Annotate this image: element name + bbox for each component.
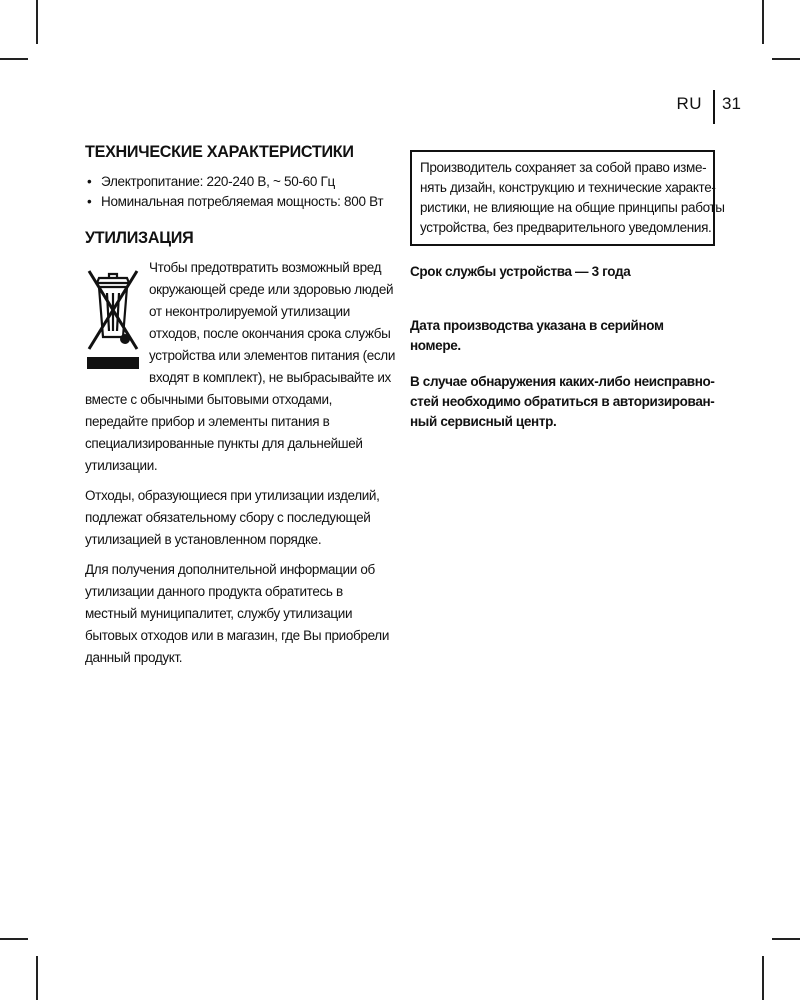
page-header (0, 90, 800, 124)
production-date-note: Дата производства указана в серийном номере. (410, 318, 664, 353)
left-column (85, 142, 395, 669)
crop-mark (772, 938, 800, 940)
notice-line: Производитель сохраняет за собой право изме- (420, 160, 707, 175)
disposal-section (85, 257, 395, 477)
manufacturer-notice-box (410, 150, 725, 246)
crop-mark (36, 0, 38, 44)
crop-mark (0, 938, 28, 940)
specs-list (85, 172, 395, 212)
crop-mark (0, 58, 28, 60)
specs-heading: ТЕХНИЧЕСКИЕ ХАРАКТЕРИСТИКИ (85, 142, 354, 161)
notice-line: ристики, не влияющие на общие принципы работы (420, 200, 725, 215)
page-number: 31 (722, 94, 741, 113)
disposal-paragraph-2: Отходы, образующиеся при утилизации изделий, подлежат обязательному сбору с последующей утилизацией в установленном порядке. (85, 488, 380, 547)
crossed-out-wheelie-bin-icon (85, 261, 141, 373)
service-life: Срок службы устройства — 3 года (410, 264, 631, 279)
disposal-paragraph-3: Для получения дополнительной информации об утилизации данного продукта обратитесь в местный муниципалитет, службу утилизации бытовых отходов или в магазин, где Вы приобрели данный продукт. (85, 562, 390, 665)
defects-line: В случае обнаружения каких-либо неисправно- (410, 374, 715, 389)
right-column (410, 142, 725, 432)
spec-item: • Электропитание: 220-240 В, ~ 50-60 Гц (85, 172, 395, 192)
defects-line: ный сервисный центр. (410, 414, 557, 429)
defects-note (410, 372, 715, 432)
header-divider (713, 90, 715, 124)
spec-item: • Номинальная потребляемая мощность: 800 Вт (85, 192, 395, 212)
crop-mark (772, 58, 800, 60)
language-code: RU (676, 94, 702, 113)
disposal-paragraph-1: Чтобы предотвратить возможный вред окружающей среде или здоровью людей от неконтролируемой утилизации отходов, после окончания срока службы устройства или элементов питания (если входят в комплект), не выбрасывайте их вместе с обычными бытовыми отходами, передайте прибор и элементы питания в специализированные пункты для дальнейшей утилизации. (85, 260, 396, 473)
notice-line: нять дизайн, конструкцию и технические характе- (420, 180, 716, 195)
crop-mark (36, 956, 38, 1000)
defects-line: стей необходимо обратиться в авторизирован- (410, 394, 715, 409)
crop-mark (762, 956, 764, 1000)
notice-line: устройства, без предварительного уведомления. (420, 220, 712, 235)
disposal-heading: УТИЛИЗАЦИЯ (85, 228, 194, 247)
crop-mark (762, 0, 764, 44)
